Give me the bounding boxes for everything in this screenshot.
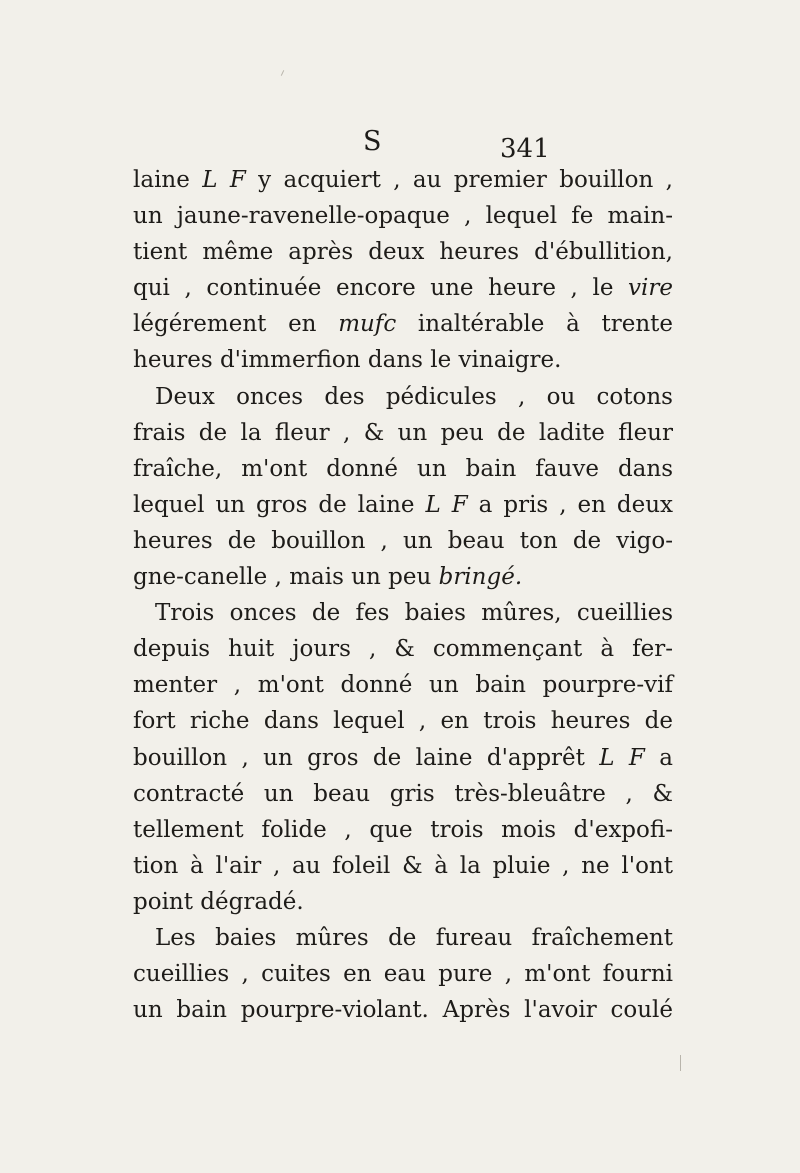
text-run: tion à l'air , au foleil & à la pluie , ne l'ont (133, 852, 673, 879)
text-run: heures d'immerfion dans le vinaigre. (133, 347, 562, 374)
text-run: tellement folide , que trois mois d'expofi- (133, 816, 673, 843)
text-run: lequel un gros de laine (133, 491, 426, 518)
text-line (133, 162, 673, 198)
text-line (133, 812, 673, 848)
text-line (133, 487, 673, 523)
text-line (133, 306, 673, 342)
text-run: fraîche, m'ont donné un bain fauve dans (133, 455, 673, 482)
text-run: bouillon , un gros de laine d'apprêt (133, 744, 600, 771)
italic-text: L F (425, 491, 468, 518)
text-line (133, 956, 673, 992)
text-run: frais de la fleur , & un peu de ladite fleur (133, 419, 673, 446)
text-line (133, 523, 673, 559)
text-run: Les baies mûres de fureau fraîchement (155, 924, 673, 951)
signature-mark: S (363, 126, 382, 157)
text-run: Deux onces des pédicules , ou cotons (155, 383, 673, 410)
italic-text: bringé. (438, 564, 523, 591)
text-run: y acquiert , au premier bouillon , (245, 167, 673, 193)
paper-speck (281, 70, 284, 76)
text-run: heures de bouillon , un beau ton de vigo- (133, 527, 673, 554)
text-run: un bain pourpre-violant. Après l'avoir coulé (133, 997, 673, 1024)
text-run: laine (133, 167, 203, 193)
text-line (133, 451, 673, 487)
text-run: Trois onces de fes baies mûres, cueillies (155, 600, 673, 627)
italic-text: vire (628, 275, 673, 302)
text-run: inaltérable à trente (396, 311, 673, 338)
text-line (133, 234, 673, 270)
text-run: un jaune-ravenelle-opaque , lequel fe main- (133, 203, 673, 230)
text-run: légérement en (133, 311, 339, 338)
text-run: a (644, 744, 673, 771)
italic-text: L F (202, 167, 246, 193)
text-line (133, 776, 673, 812)
text-line (133, 198, 673, 234)
text-line (133, 631, 673, 667)
page-number: 341 (500, 134, 550, 164)
text-line (133, 920, 673, 956)
paper-speck (680, 1055, 681, 1071)
italic-text: mufc (338, 311, 397, 338)
text-line (133, 342, 673, 378)
text-run: gne-canelle , mais un peu (133, 564, 439, 591)
text-line (133, 848, 673, 884)
text-run: menter , m'ont donné un bain pourpre-vif (133, 672, 673, 699)
text-line (133, 992, 673, 1028)
text-run: tient même après deux heures d'ébullition, (133, 239, 673, 266)
text-run: a pris , en deux (467, 491, 673, 518)
text-run: cueillies , cuites en eau pure , m'ont fourni (133, 961, 673, 988)
text-line (133, 595, 673, 631)
text-line (133, 415, 673, 451)
text-run: fort riche dans lequel , en trois heures de (133, 708, 673, 735)
running-header (0, 126, 800, 166)
body-text (133, 162, 673, 1028)
text-line (133, 379, 673, 415)
text-line (133, 703, 673, 739)
text-line (133, 884, 673, 920)
text-line (133, 667, 673, 703)
text-line (133, 559, 673, 595)
text-run: qui , continuée encore une heure , le (133, 275, 629, 302)
text-line (133, 270, 673, 306)
text-line (133, 740, 673, 776)
italic-text: L F (599, 744, 645, 771)
text-run: depuis huit jours , & commençant à fer- (133, 636, 673, 663)
text-run: point dégradé. (133, 888, 304, 915)
text-run: contracté un beau gris très-bleuâtre , & (133, 780, 673, 807)
